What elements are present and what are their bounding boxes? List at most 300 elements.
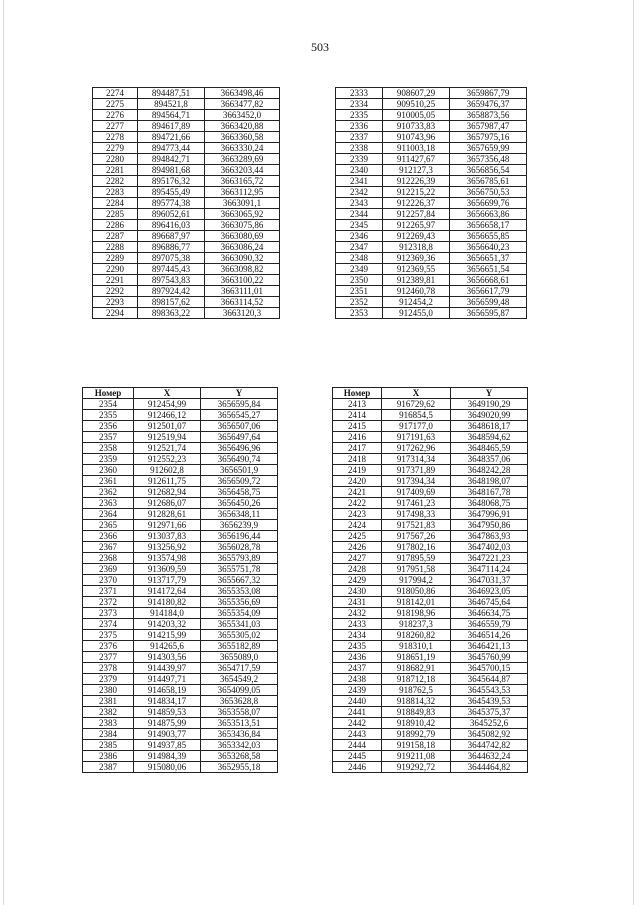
x-coordinate-cell: 914439,97 xyxy=(134,663,201,674)
x-coordinate-cell: 918198,96 xyxy=(382,608,451,619)
x-coordinate-cell: 897445,43 xyxy=(138,264,205,275)
x-coordinate-cell: 896687,97 xyxy=(138,231,205,242)
y-coordinate-cell: 3647950,86 xyxy=(451,520,528,531)
y-coordinate-cell: 3656545,27 xyxy=(201,410,278,421)
point-number-cell: 2363 xyxy=(83,498,134,509)
table-row xyxy=(83,674,278,685)
y-coordinate-cell: 3656651,54 xyxy=(450,264,527,275)
table-row xyxy=(83,597,278,608)
table-row xyxy=(333,520,528,531)
table-row xyxy=(336,220,527,231)
point-number-cell: 2280 xyxy=(93,154,138,165)
x-coordinate-cell: 918992,79 xyxy=(382,729,451,740)
point-number-cell: 2274 xyxy=(93,88,138,99)
point-number-cell: 2293 xyxy=(93,297,138,308)
table-row xyxy=(336,297,527,308)
point-number-cell: 2290 xyxy=(93,264,138,275)
table-row xyxy=(83,410,278,421)
point-number-cell: 2434 xyxy=(333,630,382,641)
y-coordinate-cell: 3656595,84 xyxy=(201,399,278,410)
x-coordinate-cell: 894773,44 xyxy=(138,143,205,154)
x-coordinate-cell: 912215,22 xyxy=(383,187,450,198)
x-coordinate-cell: 909510,25 xyxy=(383,99,450,110)
x-coordinate-cell: 918762,5 xyxy=(382,685,451,696)
point-number-cell: 2430 xyxy=(333,586,382,597)
table-row xyxy=(93,88,280,99)
x-coordinate-cell: 913609,59 xyxy=(134,564,201,575)
table-row xyxy=(83,487,278,498)
x-coordinate-cell: 915080,06 xyxy=(134,762,201,773)
x-coordinate-cell: 912828,61 xyxy=(134,509,201,520)
point-number-cell: 2384 xyxy=(83,729,134,740)
point-number-cell: 2335 xyxy=(336,110,383,121)
x-coordinate-cell: 898363,22 xyxy=(138,308,205,319)
y-coordinate-cell: 3663330,24 xyxy=(205,143,280,154)
x-coordinate-cell: 914303,56 xyxy=(134,652,201,663)
y-coordinate-cell: 3657987,47 xyxy=(450,121,527,132)
table-row xyxy=(83,729,278,740)
x-coordinate-cell: 918310,1 xyxy=(382,641,451,652)
y-coordinate-cell: 3656490,74 xyxy=(201,454,278,465)
point-number-cell: 2376 xyxy=(83,641,134,652)
x-coordinate-cell: 895176,32 xyxy=(138,176,205,187)
y-coordinate-cell: 3645082,92 xyxy=(451,729,528,740)
coordinates-table xyxy=(332,387,528,773)
point-number-cell: 2385 xyxy=(83,740,134,751)
table-row xyxy=(83,443,278,454)
y-coordinate-cell: 3656196,44 xyxy=(201,531,278,542)
point-number-cell: 2418 xyxy=(333,454,382,465)
y-coordinate-cell: 3649020,99 xyxy=(451,410,528,421)
table-row xyxy=(333,531,528,542)
table-row xyxy=(83,454,278,465)
y-coordinate-cell: 3656617,79 xyxy=(450,286,527,297)
table-row xyxy=(93,209,280,220)
point-number-cell: 2436 xyxy=(333,652,382,663)
x-coordinate-cell: 912602,8 xyxy=(134,465,201,476)
x-coordinate-cell: 914497,71 xyxy=(134,674,201,685)
point-number-cell: 2351 xyxy=(336,286,383,297)
point-number-cell: 2416 xyxy=(333,432,382,443)
point-number-cell: 2423 xyxy=(333,509,382,520)
table-header-row xyxy=(83,388,278,399)
y-coordinate-cell: 3663498,46 xyxy=(205,88,280,99)
table-row xyxy=(333,729,528,740)
table-row xyxy=(336,286,527,297)
x-coordinate-cell: 894521,8 xyxy=(138,99,205,110)
x-coordinate-cell: 914203,32 xyxy=(134,619,201,630)
y-coordinate-cell: 3656750,53 xyxy=(450,187,527,198)
y-coordinate-cell: 3653268,58 xyxy=(201,751,278,762)
table-row xyxy=(336,209,527,220)
x-coordinate-cell: 917314,34 xyxy=(382,454,451,465)
x-coordinate-cell: 912521,74 xyxy=(134,443,201,454)
y-coordinate-cell: 3655354,09 xyxy=(201,608,278,619)
x-coordinate-cell: 912127,3 xyxy=(383,165,450,176)
y-coordinate-cell: 3663360,58 xyxy=(205,132,280,143)
x-coordinate-cell: 914215,99 xyxy=(134,630,201,641)
x-coordinate-cell: 917394,34 xyxy=(382,476,451,487)
y-coordinate-cell: 3656507,06 xyxy=(201,421,278,432)
table-row xyxy=(93,187,280,198)
table-row xyxy=(83,652,278,663)
point-number-cell: 2370 xyxy=(83,575,134,586)
table-row xyxy=(333,762,528,773)
x-coordinate-cell: 917895,59 xyxy=(382,553,451,564)
column-header: Y xyxy=(451,388,528,399)
y-coordinate-cell: 3663452,0 xyxy=(205,110,280,121)
x-coordinate-cell: 912265,97 xyxy=(383,220,450,231)
table-row xyxy=(93,242,280,253)
point-number-cell: 2353 xyxy=(336,308,383,319)
table-row xyxy=(93,275,280,286)
y-coordinate-cell: 3663080,69 xyxy=(205,231,280,242)
y-coordinate-cell: 3658873,56 xyxy=(450,110,527,121)
table-row xyxy=(93,231,280,242)
point-number-cell: 2345 xyxy=(336,220,383,231)
table-row xyxy=(93,308,280,319)
page-number: 503 xyxy=(311,40,329,54)
x-coordinate-cell: 912269,43 xyxy=(383,231,450,242)
y-coordinate-cell: 3654717,59 xyxy=(201,663,278,674)
y-coordinate-cell: 3644464,82 xyxy=(451,762,528,773)
table-row xyxy=(333,443,528,454)
y-coordinate-cell: 3663289,69 xyxy=(205,154,280,165)
y-coordinate-cell: 3655182,89 xyxy=(201,641,278,652)
y-coordinate-cell: 3657356,48 xyxy=(450,154,527,165)
y-coordinate-cell: 3648594,62 xyxy=(451,432,528,443)
point-number-cell: 2343 xyxy=(336,198,383,209)
x-coordinate-cell: 913574,98 xyxy=(134,553,201,564)
table-row xyxy=(93,297,280,308)
point-number-cell: 2346 xyxy=(336,231,383,242)
point-number-cell: 2438 xyxy=(333,674,382,685)
table-row xyxy=(93,154,280,165)
point-number-cell: 2444 xyxy=(333,740,382,751)
point-number-cell: 2292 xyxy=(93,286,138,297)
table-row xyxy=(333,465,528,476)
y-coordinate-cell: 3655341,03 xyxy=(201,619,278,630)
table-row xyxy=(333,476,528,487)
x-coordinate-cell: 918260,82 xyxy=(382,630,451,641)
point-number-cell: 2379 xyxy=(83,674,134,685)
y-coordinate-cell: 3648242,28 xyxy=(451,465,528,476)
point-number-cell: 2366 xyxy=(83,531,134,542)
x-coordinate-cell: 894721,66 xyxy=(138,132,205,143)
table-row xyxy=(336,308,527,319)
x-coordinate-cell: 916729,62 xyxy=(382,399,451,410)
point-number-cell: 2357 xyxy=(83,432,134,443)
x-coordinate-cell: 913256,92 xyxy=(134,542,201,553)
table-row xyxy=(336,143,527,154)
y-coordinate-cell: 3646421,13 xyxy=(451,641,528,652)
table-row xyxy=(83,465,278,476)
point-number-cell: 2429 xyxy=(333,575,382,586)
table-row xyxy=(333,410,528,421)
table-row xyxy=(83,432,278,443)
point-number-cell: 2417 xyxy=(333,443,382,454)
point-number-cell: 2281 xyxy=(93,165,138,176)
x-coordinate-cell: 917262,96 xyxy=(382,443,451,454)
table-row xyxy=(333,586,528,597)
x-coordinate-cell: 911427,67 xyxy=(383,154,450,165)
x-coordinate-cell: 908607,29 xyxy=(383,88,450,99)
column-header: Y xyxy=(201,388,278,399)
point-number-cell: 2378 xyxy=(83,663,134,674)
point-number-cell: 2364 xyxy=(83,509,134,520)
table-row xyxy=(336,88,527,99)
table-row xyxy=(93,165,280,176)
table-row xyxy=(93,143,280,154)
x-coordinate-cell: 894842,71 xyxy=(138,154,205,165)
y-coordinate-cell: 3655751,78 xyxy=(201,564,278,575)
table-row xyxy=(333,421,528,432)
point-number-cell: 2349 xyxy=(336,264,383,275)
y-coordinate-cell: 3654099,05 xyxy=(201,685,278,696)
point-number-cell: 2336 xyxy=(336,121,383,132)
x-coordinate-cell: 917371,89 xyxy=(382,465,451,476)
y-coordinate-cell: 3656348,11 xyxy=(201,509,278,520)
point-number-cell: 2372 xyxy=(83,597,134,608)
y-coordinate-cell: 3656599,48 xyxy=(450,297,527,308)
x-coordinate-cell: 914984,39 xyxy=(134,751,201,762)
point-number-cell: 2350 xyxy=(336,275,383,286)
point-number-cell: 2289 xyxy=(93,253,138,264)
table-row xyxy=(83,641,278,652)
point-number-cell: 2424 xyxy=(333,520,382,531)
x-coordinate-cell: 914859,53 xyxy=(134,707,201,718)
table-row xyxy=(333,641,528,652)
table-row xyxy=(333,487,528,498)
x-coordinate-cell: 912369,55 xyxy=(383,264,450,275)
table-row xyxy=(83,476,278,487)
table-row xyxy=(93,264,280,275)
y-coordinate-cell: 3649190,29 xyxy=(451,399,528,410)
y-coordinate-cell: 3656501,9 xyxy=(201,465,278,476)
table-row xyxy=(83,663,278,674)
y-coordinate-cell: 3646634,75 xyxy=(451,608,528,619)
table-row xyxy=(336,231,527,242)
x-coordinate-cell: 912686,07 xyxy=(134,498,201,509)
x-coordinate-cell: 914875,99 xyxy=(134,718,201,729)
point-number-cell: 2374 xyxy=(83,619,134,630)
table-row xyxy=(336,198,527,209)
table-row xyxy=(93,253,280,264)
column-header: X xyxy=(134,388,201,399)
table-row xyxy=(336,154,527,165)
y-coordinate-cell: 3663120,3 xyxy=(205,308,280,319)
table-row xyxy=(93,121,280,132)
x-coordinate-cell: 918050,86 xyxy=(382,586,451,597)
column-header: Номер xyxy=(333,388,382,399)
y-coordinate-cell: 3663420,88 xyxy=(205,121,280,132)
x-coordinate-cell: 897924,42 xyxy=(138,286,205,297)
table-row xyxy=(336,110,527,121)
point-number-cell: 2284 xyxy=(93,198,138,209)
point-number-cell: 2446 xyxy=(333,762,382,773)
y-coordinate-cell: 3663091,1 xyxy=(205,198,280,209)
table-row xyxy=(336,242,527,253)
x-coordinate-cell: 917521,83 xyxy=(382,520,451,531)
x-coordinate-cell: 916854,5 xyxy=(382,410,451,421)
y-coordinate-cell: 3663112,95 xyxy=(205,187,280,198)
y-coordinate-cell: 3663065,92 xyxy=(205,209,280,220)
table-row xyxy=(83,586,278,597)
point-number-cell: 2341 xyxy=(336,176,383,187)
y-coordinate-cell: 3645700,15 xyxy=(451,663,528,674)
y-coordinate-cell: 3656640,23 xyxy=(450,242,527,253)
x-coordinate-cell: 918849,83 xyxy=(382,707,451,718)
column-header: X xyxy=(382,388,451,399)
y-coordinate-cell: 3663477,82 xyxy=(205,99,280,110)
point-number-cell: 2333 xyxy=(336,88,383,99)
x-coordinate-cell: 897543,83 xyxy=(138,275,205,286)
point-number-cell: 2413 xyxy=(333,399,382,410)
y-coordinate-cell: 3646745,64 xyxy=(451,597,528,608)
point-number-cell: 2279 xyxy=(93,143,138,154)
table-row xyxy=(336,176,527,187)
point-number-cell: 2375 xyxy=(83,630,134,641)
table-row xyxy=(333,542,528,553)
point-number-cell: 2441 xyxy=(333,707,382,718)
y-coordinate-cell: 3657975,16 xyxy=(450,132,527,143)
x-coordinate-cell: 917802,16 xyxy=(382,542,451,553)
point-number-cell: 2443 xyxy=(333,729,382,740)
point-number-cell: 2291 xyxy=(93,275,138,286)
point-number-cell: 2340 xyxy=(336,165,383,176)
table-row xyxy=(333,432,528,443)
y-coordinate-cell: 3656239,9 xyxy=(201,520,278,531)
y-coordinate-cell: 3645644,87 xyxy=(451,674,528,685)
table-row xyxy=(336,264,527,275)
y-coordinate-cell: 3655793,89 xyxy=(201,553,278,564)
x-coordinate-cell: 897075,38 xyxy=(138,253,205,264)
point-number-cell: 2352 xyxy=(336,297,383,308)
page-edge-right xyxy=(633,0,634,905)
y-coordinate-cell: 3663203,44 xyxy=(205,165,280,176)
y-coordinate-cell: 3656458,75 xyxy=(201,487,278,498)
y-coordinate-cell: 3646923,05 xyxy=(451,586,528,597)
point-number-cell: 2387 xyxy=(83,762,134,773)
x-coordinate-cell: 911003,18 xyxy=(383,143,450,154)
table-row xyxy=(333,707,528,718)
point-number-cell: 2373 xyxy=(83,608,134,619)
point-number-cell: 2355 xyxy=(83,410,134,421)
point-number-cell: 2386 xyxy=(83,751,134,762)
x-coordinate-cell: 917409,69 xyxy=(382,487,451,498)
x-coordinate-cell: 914937,85 xyxy=(134,740,201,751)
y-coordinate-cell: 3659476,37 xyxy=(450,99,527,110)
y-coordinate-cell: 3647114,24 xyxy=(451,564,528,575)
x-coordinate-cell: 913037,83 xyxy=(134,531,201,542)
point-number-cell: 2338 xyxy=(336,143,383,154)
y-coordinate-cell: 3656509,72 xyxy=(201,476,278,487)
y-coordinate-cell: 3646559,79 xyxy=(451,619,528,630)
y-coordinate-cell: 3656856,54 xyxy=(450,165,527,176)
x-coordinate-cell: 896886,77 xyxy=(138,242,205,253)
point-number-cell: 2439 xyxy=(333,685,382,696)
point-number-cell: 2433 xyxy=(333,619,382,630)
y-coordinate-cell: 3659867,79 xyxy=(450,88,527,99)
y-coordinate-cell: 3655356,69 xyxy=(201,597,278,608)
y-coordinate-cell: 3648198,07 xyxy=(451,476,528,487)
point-number-cell: 2440 xyxy=(333,696,382,707)
table-row xyxy=(93,132,280,143)
page-edge-left xyxy=(3,0,4,905)
table-row xyxy=(83,531,278,542)
x-coordinate-cell: 912454,99 xyxy=(134,399,201,410)
point-number-cell: 2344 xyxy=(336,209,383,220)
x-coordinate-cell: 917498,33 xyxy=(382,509,451,520)
x-coordinate-cell: 912226,39 xyxy=(383,176,450,187)
table-row xyxy=(333,740,528,751)
x-coordinate-cell: 912466,12 xyxy=(134,410,201,421)
x-coordinate-cell: 894617,89 xyxy=(138,121,205,132)
table-row xyxy=(83,520,278,531)
table-row xyxy=(336,132,527,143)
x-coordinate-cell: 912682,94 xyxy=(134,487,201,498)
y-coordinate-cell: 3655305,02 xyxy=(201,630,278,641)
x-coordinate-cell: 917567,26 xyxy=(382,531,451,542)
y-coordinate-cell: 3656450,26 xyxy=(201,498,278,509)
x-coordinate-cell: 912455,0 xyxy=(383,308,450,319)
y-coordinate-cell: 3653628,8 xyxy=(201,696,278,707)
table-row xyxy=(336,99,527,110)
table-row xyxy=(336,187,527,198)
x-coordinate-cell: 912389,81 xyxy=(383,275,450,286)
table-row xyxy=(83,685,278,696)
point-number-cell: 2445 xyxy=(333,751,382,762)
y-coordinate-cell: 3656497,64 xyxy=(201,432,278,443)
point-number-cell: 2369 xyxy=(83,564,134,575)
point-number-cell: 2377 xyxy=(83,652,134,663)
y-coordinate-cell: 3656496,96 xyxy=(201,443,278,454)
y-coordinate-cell: 3653342,03 xyxy=(201,740,278,751)
x-coordinate-cell: 914903,77 xyxy=(134,729,201,740)
point-number-cell: 2359 xyxy=(83,454,134,465)
x-coordinate-cell: 918910,42 xyxy=(382,718,451,729)
x-coordinate-cell: 895455,49 xyxy=(138,187,205,198)
x-coordinate-cell: 918651,19 xyxy=(382,652,451,663)
x-coordinate-cell: 898157,62 xyxy=(138,297,205,308)
y-coordinate-cell: 3656655,85 xyxy=(450,231,527,242)
point-number-cell: 2367 xyxy=(83,542,134,553)
point-number-cell: 2337 xyxy=(336,132,383,143)
y-coordinate-cell: 3647863,93 xyxy=(451,531,528,542)
point-number-cell: 2276 xyxy=(93,110,138,121)
y-coordinate-cell: 3656595,87 xyxy=(450,308,527,319)
x-coordinate-cell: 918237,3 xyxy=(382,619,451,630)
x-coordinate-cell: 910005,05 xyxy=(383,110,450,121)
table-row xyxy=(333,399,528,410)
y-coordinate-cell: 3656663,86 xyxy=(450,209,527,220)
x-coordinate-cell: 910733,83 xyxy=(383,121,450,132)
point-number-cell: 2358 xyxy=(83,443,134,454)
point-number-cell: 2420 xyxy=(333,476,382,487)
table-row xyxy=(83,421,278,432)
point-number-cell: 2425 xyxy=(333,531,382,542)
point-number-cell: 2294 xyxy=(93,308,138,319)
x-coordinate-cell: 912318,8 xyxy=(383,242,450,253)
x-coordinate-cell: 912519,94 xyxy=(134,432,201,443)
table-row xyxy=(83,553,278,564)
point-number-cell: 2287 xyxy=(93,231,138,242)
point-number-cell: 2442 xyxy=(333,718,382,729)
point-number-cell: 2277 xyxy=(93,121,138,132)
y-coordinate-cell: 3657659,99 xyxy=(450,143,527,154)
point-number-cell: 2431 xyxy=(333,597,382,608)
x-coordinate-cell: 914658,19 xyxy=(134,685,201,696)
